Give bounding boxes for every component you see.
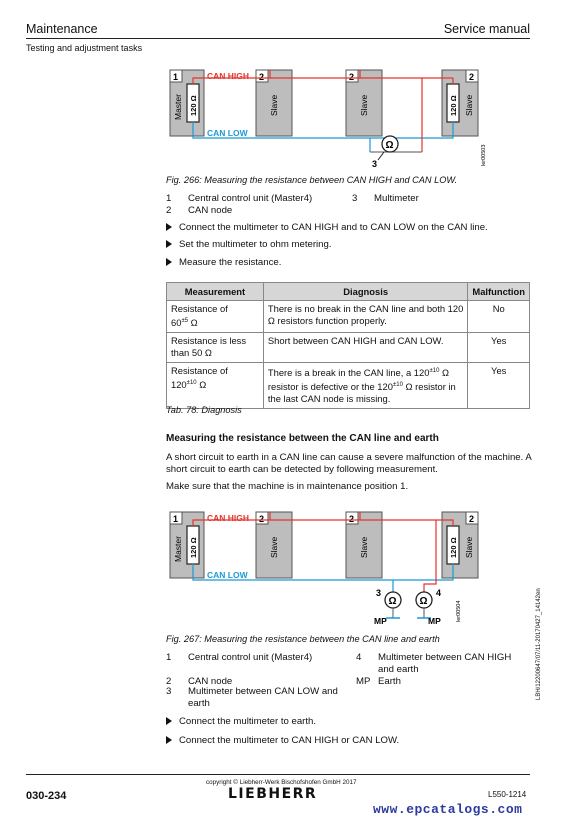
column-header: Diagnosis xyxy=(263,283,468,301)
legend-number: 1 xyxy=(166,193,172,204)
multimeter-symbol: Ω xyxy=(385,140,394,151)
can-low-label: CAN LOW xyxy=(207,128,248,138)
instruction-step: Set the multimeter to ohm metering. xyxy=(166,239,332,250)
multimeter-number: 3 xyxy=(372,159,378,169)
diagnosis-cell: There is no break in the CAN line and both 120 Ω resistors function properly. xyxy=(263,301,468,333)
copyright: copyright © Liebherr-Werk Bischofshofen GmbH 2017 xyxy=(206,779,357,786)
arrow-icon xyxy=(166,258,172,266)
slave-label: Slave xyxy=(464,94,474,116)
slave-label: Slave xyxy=(359,536,369,558)
column-header: Malfunction xyxy=(468,283,530,301)
earth-label: MP xyxy=(374,616,387,626)
model-number: L550-1214 xyxy=(488,790,527,799)
diagram-can-earth xyxy=(160,506,490,630)
legend xyxy=(166,193,466,219)
legend-text: CAN node xyxy=(188,676,233,687)
liebherr-logo: LIEBHERR xyxy=(228,786,318,802)
column-header: Measurement xyxy=(167,283,264,301)
multimeter-number: 3 xyxy=(376,588,382,598)
slave-label: Slave xyxy=(269,536,279,558)
legend-number: MP xyxy=(356,676,371,687)
legend xyxy=(166,652,536,710)
arrow-icon xyxy=(166,717,172,725)
legend-text: Central control unit (Master4) xyxy=(188,193,313,204)
resistor-label: 120 Ω xyxy=(189,95,198,116)
arrow-icon xyxy=(166,223,172,231)
table-row xyxy=(167,301,530,333)
section-subtitle: Testing and adjustment tasks xyxy=(26,43,143,53)
slave-label: Slave xyxy=(269,94,279,116)
section-heading: Measuring the resistance between the CAN line and earth xyxy=(166,433,439,444)
resistor-label: 120 Ω xyxy=(449,95,458,116)
legend-text: Earth xyxy=(378,676,401,687)
section-title: Maintenance xyxy=(26,22,98,36)
instruction-step: Connect the multimeter to earth. xyxy=(166,716,316,727)
resistor-label: 120 Ω xyxy=(189,537,198,558)
document-type: Service manual xyxy=(443,22,530,36)
instruction-step: Connect the multimeter to CAN HIGH and to CAN LOW on the CAN line. xyxy=(166,222,488,233)
can-high-label: CAN HIGH xyxy=(207,513,250,523)
earth-label: MP xyxy=(428,616,441,626)
header-rule xyxy=(26,38,530,39)
figure-caption: Fig. 267: Measuring the resistance between the CAN line and earth xyxy=(166,634,440,644)
instruction-step: Measure the resistance. xyxy=(166,257,281,268)
legend-number: 3 xyxy=(166,686,172,697)
malfunction-cell: Yes xyxy=(468,333,530,363)
figure-code: ler00504 xyxy=(456,600,462,622)
node-number-1: 1 xyxy=(173,72,179,82)
can-low-label: CAN LOW xyxy=(207,570,248,580)
multimeter-number: 4 xyxy=(436,588,442,598)
measurement-cell: Resistance is less than 50 Ω xyxy=(167,333,264,363)
node-number-2: 2 xyxy=(259,72,265,82)
node-number-4: 2 xyxy=(469,72,475,82)
footer-rule xyxy=(26,774,530,775)
master-label: Master xyxy=(173,94,183,120)
legend-text: Multimeter between CAN LOW and earth xyxy=(188,686,338,709)
master-label: Master xyxy=(173,536,183,562)
slave-label: Slave xyxy=(359,94,369,116)
diagram-can-high-low xyxy=(160,64,490,172)
multimeter-symbol: Ω xyxy=(388,596,397,607)
legend-text: Multimeter between CAN HIGH and earth xyxy=(378,652,512,675)
watermark: www.epcatalogs.com xyxy=(373,802,523,817)
figure-code: ler00503 xyxy=(481,144,487,166)
resistor-label: 120 Ω xyxy=(449,537,458,558)
document-code: LBH/12200647/07/11-20170427_14142en xyxy=(536,588,542,700)
multimeter-symbol: Ω xyxy=(419,596,428,607)
table-caption: Tab. 78: Diagnosis xyxy=(166,405,242,415)
legend-number: 2 xyxy=(166,205,172,216)
slave-label: Slave xyxy=(464,536,474,558)
legend-number: 3 xyxy=(352,193,358,204)
diagnosis-cell: There is a break in the CAN line, a $120^{\pm 10}$ Ω resistor is defective or the $120^{\pm 10}$ Ω resistor in the last CAN node is missing. xyxy=(263,363,468,409)
paragraph: A short circuit to earth in a CAN line can cause a severe malfunction of the machine. A short circuit to earth can be detected by following measurement. xyxy=(166,452,532,475)
figure-caption: Fig. 266: Measuring the resistance between CAN HIGH and CAN LOW. xyxy=(166,175,458,185)
page-number: 030-234 xyxy=(26,790,67,802)
table-row xyxy=(167,363,530,409)
measurement-cell: Resistance of $60^{\pm 5}$ Ω xyxy=(167,301,264,333)
arrow-icon xyxy=(166,240,172,248)
node-number-3: 2 xyxy=(349,514,355,524)
table-header-row xyxy=(167,283,530,301)
diagnosis-cell: Short between CAN HIGH and CAN LOW. xyxy=(263,333,468,363)
node-number-4: 2 xyxy=(469,514,475,524)
legend-text: Multimeter xyxy=(374,193,419,204)
diagnosis-table xyxy=(166,282,530,409)
table-row xyxy=(167,333,530,363)
paragraph: Make sure that the machine is in maintenance position 1. xyxy=(166,481,409,492)
legend-number: 1 xyxy=(166,652,172,663)
legend-number: 2 xyxy=(166,676,172,687)
legend-text: CAN node xyxy=(188,205,233,216)
can-high-label: CAN HIGH xyxy=(207,71,250,81)
malfunction-cell: Yes xyxy=(468,363,530,409)
node-number-1: 1 xyxy=(173,514,179,524)
arrow-icon xyxy=(166,736,172,744)
instruction-step: Connect the multimeter to CAN HIGH or CAN LOW. xyxy=(166,735,399,746)
measurement-cell: Resistance of $120^{\pm 10}$ Ω xyxy=(167,363,264,409)
legend-text: Central control unit (Master4) xyxy=(188,652,313,663)
legend-number: 4 xyxy=(356,652,362,663)
malfunction-cell: No xyxy=(468,301,530,333)
node-number-3: 2 xyxy=(349,72,355,82)
node-number-2: 2 xyxy=(259,514,265,524)
